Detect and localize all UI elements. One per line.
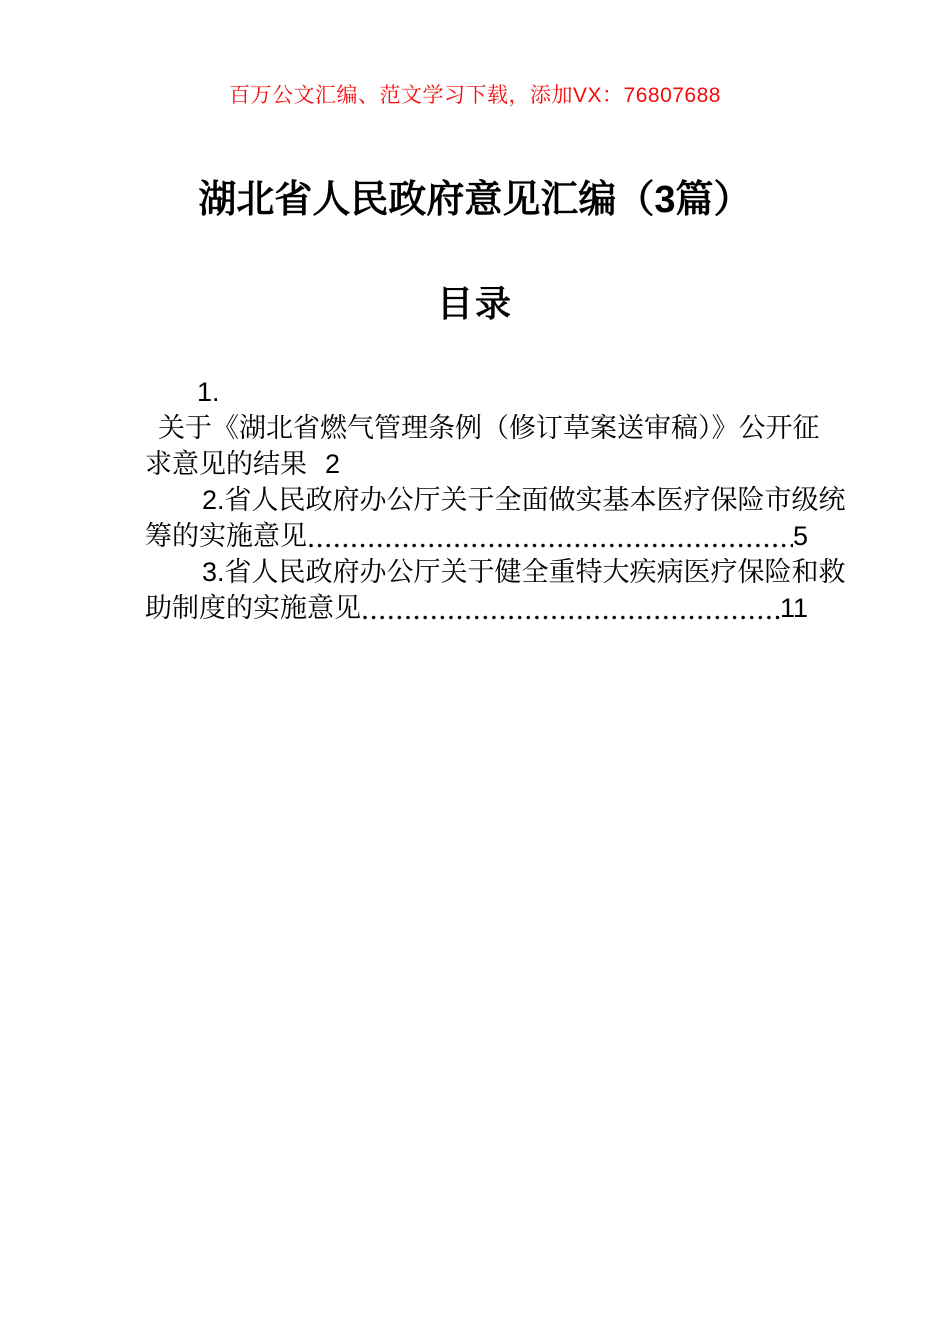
toc-line: [145, 518, 808, 554]
toc-line: [145, 590, 808, 626]
toc-heading: 目录: [436, 283, 513, 324]
toc-entry-text: 求意见的结果: [145, 449, 307, 479]
toc-entry-text: 3.省人民政府办公厅关于健全重特大疾病医疗保险和救: [202, 557, 846, 587]
toc-line: [145, 482, 846, 518]
toc-entry-text: 筹的实施意见: [145, 521, 307, 551]
document-title: 湖北省人民政府意见汇编（3篇）: [198, 179, 752, 221]
toc-page-number: 5: [792, 521, 808, 551]
toc-dot-leader: [309, 518, 793, 554]
toc-entry-text: 助制度的实施意见: [145, 593, 361, 623]
toc-dot-leader: [363, 590, 780, 626]
toc-page-number: 2: [325, 449, 341, 479]
toc-line: [145, 554, 846, 590]
toc-line: [145, 374, 808, 410]
toc-list: [145, 374, 846, 626]
toc-entry-text: 2.省人民政府办公厅关于全面做实基本医疗保险市级统: [202, 485, 846, 515]
watermark-note: 百万公文汇编、范文学习下载，添加VX：76807688: [229, 84, 721, 107]
toc-entry: [145, 554, 846, 626]
toc-entry: [145, 374, 820, 482]
toc-entry-text: 1.: [197, 377, 220, 407]
toc-page-number: 11: [779, 593, 808, 623]
toc-line: [145, 446, 808, 482]
toc-entry-text: 关于《湖北省燃气管理条例（修订草案送审稿）》公开征: [158, 413, 820, 443]
toc-line: [145, 410, 820, 446]
toc-entry: [145, 482, 846, 554]
